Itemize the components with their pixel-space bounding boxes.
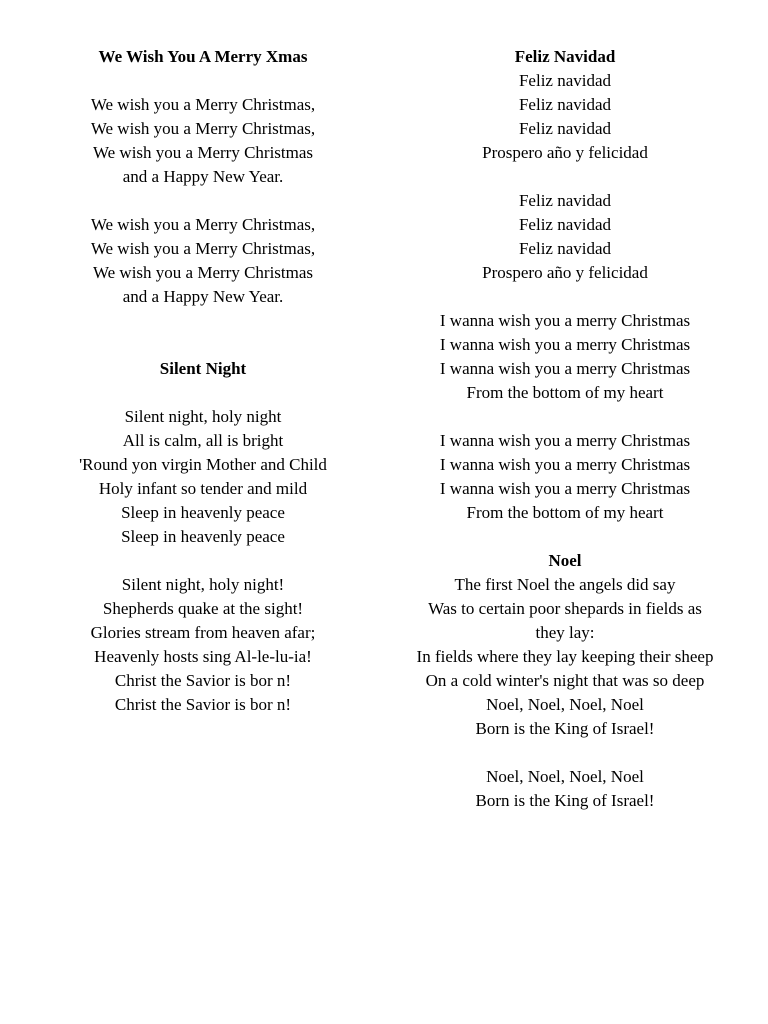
stanza	[405, 309, 725, 405]
lyric-line: From the bottom of my heart	[466, 383, 664, 402]
stanza-gap	[48, 69, 358, 93]
lyric-line: In fields where they lay keeping their sheep	[416, 647, 714, 666]
lyric-line: Shepherds quake at the sight!	[102, 599, 304, 618]
lyric-line: We wish you a Merry Christmas,	[90, 119, 316, 138]
lyric-line: I wanna wish you a merry Christmas	[439, 479, 691, 498]
lyric-line: Noel, Noel, Noel, Noel	[486, 767, 644, 786]
lyric-line: All is calm, all is bright	[122, 431, 284, 450]
lyric-line: Feliz navidad	[518, 191, 612, 210]
stanza	[405, 429, 725, 525]
stanza-gap	[405, 165, 725, 189]
lyric-line: We wish you a Merry Christmas	[92, 263, 314, 282]
lyric-line: On a cold winter's night that was so deep	[425, 671, 705, 690]
stanza	[48, 405, 358, 549]
stanza	[48, 573, 358, 717]
song-title: Noel	[548, 551, 582, 570]
lyric-line: The first Noel the angels did say	[454, 575, 676, 594]
lyric-line: We wish you a Merry Christmas,	[90, 239, 316, 258]
lyric-line: Holy infant so tender and mild	[98, 479, 308, 498]
lyric-line: I wanna wish you a merry Christmas	[439, 311, 691, 330]
song-silent-night	[48, 357, 358, 717]
stanza	[48, 213, 358, 309]
lyric-line: We wish you a Merry Christmas,	[90, 215, 316, 234]
lyric-line: Prospero año y felicidad	[482, 143, 648, 162]
lyric-line: Sleep in heavenly peace	[121, 527, 285, 546]
lyric-line: Feliz navidad	[518, 239, 612, 258]
lyric-line: I wanna wish you a merry Christmas	[439, 431, 691, 450]
right-column	[405, 45, 725, 813]
lyric-line: We wish you a Merry Christmas	[92, 143, 314, 162]
stanza-gap	[405, 285, 725, 309]
stanza	[405, 189, 725, 285]
stanza-gap	[405, 405, 725, 429]
lyric-line: 'Round yon virgin Mother and Child	[79, 455, 327, 474]
stanza	[405, 573, 725, 741]
lyric-line: I wanna wish you a merry Christmas	[439, 359, 691, 378]
lyric-line: Feliz navidad	[518, 95, 612, 114]
song-feliz-navidad	[405, 45, 725, 525]
lyric-line: and a Happy New Year.	[122, 287, 284, 306]
stanza	[405, 69, 725, 165]
stanza-gap	[48, 189, 358, 213]
lyric-line: Glories stream from heaven afar;	[90, 623, 316, 642]
song-we-wish-you	[48, 45, 358, 309]
lyric-line: Silent night, holy night	[124, 407, 282, 426]
song-noel	[405, 549, 725, 813]
left-column	[48, 45, 358, 717]
stanza-gap	[405, 741, 725, 765]
stanza	[48, 93, 358, 189]
lyric-line: Feliz navidad	[518, 119, 612, 138]
lyric-line: Christ the Savior is bor n!	[114, 695, 292, 714]
lyric-line: and a Happy New Year.	[122, 167, 284, 186]
lyric-line: Christ the Savior is bor n!	[114, 671, 292, 690]
song-gap	[48, 309, 358, 357]
lyric-line: Born is the King of Israel!	[475, 791, 655, 810]
stanza	[405, 765, 725, 813]
lyric-line: Noel, Noel, Noel, Noel	[486, 695, 644, 714]
lyric-line: From the bottom of my heart	[466, 503, 664, 522]
lyric-line: Was to certain poor shepards in fields as	[428, 599, 702, 618]
lyric-line: I wanna wish you a merry Christmas	[439, 455, 691, 474]
stanza-gap	[48, 381, 358, 405]
stanza-gap	[48, 549, 358, 573]
lyric-line: Prospero año y felicidad	[482, 263, 648, 282]
lyric-line: Born is the King of Israel!	[475, 719, 655, 738]
lyric-line: Feliz navidad	[518, 215, 612, 234]
song-gap	[405, 525, 725, 549]
lyric-line: Silent night, holy night!	[121, 575, 285, 594]
song-title: Feliz Navidad	[514, 47, 616, 66]
song-title: Silent Night	[159, 359, 247, 378]
lyric-line: Sleep in heavenly peace	[121, 503, 285, 522]
lyric-line: I wanna wish you a merry Christmas	[439, 335, 691, 354]
song-title: We Wish You A Merry Xmas	[98, 47, 308, 66]
lyric-line: We wish you a Merry Christmas,	[90, 95, 316, 114]
lyric-line: they lay:	[535, 623, 595, 642]
lyric-line: Heavenly hosts sing Al-le-lu-ia!	[94, 647, 312, 666]
lyric-line: Feliz navidad	[518, 71, 612, 90]
